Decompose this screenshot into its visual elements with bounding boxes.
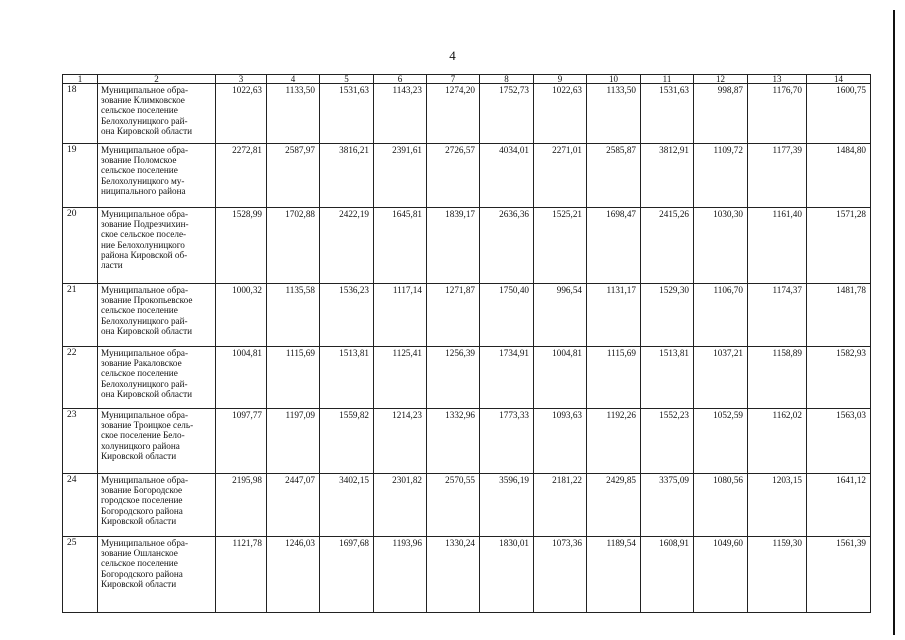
value-cell: 1115,69 <box>267 347 320 409</box>
column-number-header: 5 <box>320 75 374 84</box>
table-row <box>63 409 871 474</box>
value-cell: 1097,77 <box>216 409 267 474</box>
municipality-name-cell: Муниципальное обра- зование Богородское городское поселение Богородского района Кировской области <box>98 474 216 537</box>
value-cell: 1702,88 <box>267 208 320 284</box>
row-number-cell: 18 <box>63 84 98 144</box>
value-cell: 1004,81 <box>534 347 587 409</box>
value-cell: 2429,85 <box>587 474 641 537</box>
value-cell: 996,54 <box>534 284 587 347</box>
value-cell: 1115,69 <box>587 347 641 409</box>
value-cell: 1525,21 <box>534 208 587 284</box>
value-cell: 1830,01 <box>480 537 534 613</box>
value-cell: 998,87 <box>694 84 748 144</box>
value-cell: 2587,97 <box>267 144 320 208</box>
value-cell: 1193,96 <box>374 537 427 613</box>
row-number-cell: 20 <box>63 208 98 284</box>
municipality-name-cell: Муниципальное обра- зование Троицкое сель- ское поселение Бело- холуницкого района Кировской области <box>98 409 216 474</box>
municipality-name-cell: Муниципальное обра- зование Ошланское сельское поселение Богородского района Кировской области <box>98 537 216 613</box>
table-row <box>63 144 871 208</box>
value-cell: 3812,91 <box>641 144 694 208</box>
municipality-name-cell: Муниципальное обра- зование Прокопьевское сельское поселение Белохолуницкого рай- она Кировской области <box>98 284 216 347</box>
value-cell: 1161,40 <box>748 208 807 284</box>
value-cell: 2570,55 <box>427 474 480 537</box>
value-cell: 1773,33 <box>480 409 534 474</box>
column-number-header: 2 <box>98 75 216 84</box>
column-number-header: 7 <box>427 75 480 84</box>
column-number-header: 11 <box>641 75 694 84</box>
value-cell: 1484,80 <box>807 144 871 208</box>
value-cell: 1133,50 <box>587 84 641 144</box>
column-number-header: 1 <box>63 75 98 84</box>
value-cell: 2271,01 <box>534 144 587 208</box>
value-cell: 1073,36 <box>534 537 587 613</box>
value-cell: 1552,23 <box>641 409 694 474</box>
value-cell: 1022,63 <box>216 84 267 144</box>
value-cell: 1256,39 <box>427 347 480 409</box>
column-number-header: 3 <box>216 75 267 84</box>
page-edge-rule <box>893 10 895 635</box>
value-cell: 2726,57 <box>427 144 480 208</box>
column-number-header: 10 <box>587 75 641 84</box>
value-cell: 1330,24 <box>427 537 480 613</box>
value-cell: 1698,47 <box>587 208 641 284</box>
value-cell: 4034,01 <box>480 144 534 208</box>
value-cell: 2585,87 <box>587 144 641 208</box>
column-number-header: 8 <box>480 75 534 84</box>
value-cell: 1049,60 <box>694 537 748 613</box>
value-cell: 1531,63 <box>320 84 374 144</box>
value-cell: 1752,73 <box>480 84 534 144</box>
table-row <box>63 284 871 347</box>
value-cell: 1559,82 <box>320 409 374 474</box>
value-cell: 1246,03 <box>267 537 320 613</box>
value-cell: 2636,36 <box>480 208 534 284</box>
value-cell: 1159,30 <box>748 537 807 613</box>
value-cell: 1274,20 <box>427 84 480 144</box>
value-cell: 1022,63 <box>534 84 587 144</box>
value-cell: 1106,70 <box>694 284 748 347</box>
value-cell: 1162,02 <box>748 409 807 474</box>
tariff-table <box>62 74 871 613</box>
value-cell: 1645,81 <box>374 208 427 284</box>
value-cell: 1197,09 <box>267 409 320 474</box>
value-cell: 1750,40 <box>480 284 534 347</box>
value-cell: 1563,03 <box>807 409 871 474</box>
row-number-cell: 23 <box>63 409 98 474</box>
table-row <box>63 474 871 537</box>
table-row <box>63 208 871 284</box>
value-cell: 1052,59 <box>694 409 748 474</box>
municipality-name-cell: Муниципальное обра- зование Ракаловское сельское поселение Белохолуницкого рай- она Кировской области <box>98 347 216 409</box>
column-number-header: 12 <box>694 75 748 84</box>
value-cell: 1734,91 <box>480 347 534 409</box>
value-cell: 1203,15 <box>748 474 807 537</box>
value-cell: 1528,99 <box>216 208 267 284</box>
table-row <box>63 347 871 409</box>
value-cell: 1004,81 <box>216 347 267 409</box>
table-row <box>63 84 871 144</box>
value-cell: 1177,39 <box>748 144 807 208</box>
value-cell: 1536,23 <box>320 284 374 347</box>
value-cell: 1109,72 <box>694 144 748 208</box>
municipality-name-cell: Муниципальное обра- зование Климковское сельское поселение Белохолуницкого рай- она Кировской области <box>98 84 216 144</box>
column-number-header: 6 <box>374 75 427 84</box>
table-row <box>63 537 871 613</box>
value-cell: 1531,63 <box>641 84 694 144</box>
value-cell: 1529,30 <box>641 284 694 347</box>
column-number-header: 9 <box>534 75 587 84</box>
value-cell: 1135,58 <box>267 284 320 347</box>
value-cell: 1513,81 <box>641 347 694 409</box>
value-cell: 1117,14 <box>374 284 427 347</box>
value-cell: 1080,56 <box>694 474 748 537</box>
value-cell: 1192,26 <box>587 409 641 474</box>
table-body <box>63 75 871 613</box>
value-cell: 1176,70 <box>748 84 807 144</box>
municipality-name-cell: Муниципальное обра- зование Поломское сельское поселение Белохолуницкого му- ниципального района <box>98 144 216 208</box>
value-cell: 1158,89 <box>748 347 807 409</box>
value-cell: 1000,32 <box>216 284 267 347</box>
value-cell: 1189,54 <box>587 537 641 613</box>
header-row <box>63 75 871 84</box>
value-cell: 3375,09 <box>641 474 694 537</box>
value-cell: 1513,81 <box>320 347 374 409</box>
row-number-cell: 22 <box>63 347 98 409</box>
value-cell: 1214,23 <box>374 409 427 474</box>
value-cell: 1481,78 <box>807 284 871 347</box>
value-cell: 1332,96 <box>427 409 480 474</box>
value-cell: 1143,23 <box>374 84 427 144</box>
value-cell: 1697,68 <box>320 537 374 613</box>
value-cell: 2181,22 <box>534 474 587 537</box>
row-number-cell: 21 <box>63 284 98 347</box>
value-cell: 1174,37 <box>748 284 807 347</box>
municipality-name-cell: Муниципальное обра- зование Подрезчихин- ское сельское поселе- ние Белохолуницкого района Кировской об- ласти <box>98 208 216 284</box>
value-cell: 3816,21 <box>320 144 374 208</box>
value-cell: 1030,30 <box>694 208 748 284</box>
value-cell: 2272,81 <box>216 144 267 208</box>
column-number-header: 13 <box>748 75 807 84</box>
value-cell: 3596,19 <box>480 474 534 537</box>
value-cell: 1641,12 <box>807 474 871 537</box>
value-cell: 1561,39 <box>807 537 871 613</box>
row-number-cell: 19 <box>63 144 98 208</box>
column-number-header: 4 <box>267 75 320 84</box>
value-cell: 1608,91 <box>641 537 694 613</box>
value-cell: 1839,17 <box>427 208 480 284</box>
page-number: 4 <box>449 48 456 63</box>
value-cell: 2415,26 <box>641 208 694 284</box>
value-cell: 1133,50 <box>267 84 320 144</box>
value-cell: 1271,87 <box>427 284 480 347</box>
value-cell: 2195,98 <box>216 474 267 537</box>
value-cell: 1571,28 <box>807 208 871 284</box>
value-cell: 2447,07 <box>267 474 320 537</box>
value-cell: 1131,17 <box>587 284 641 347</box>
value-cell: 2422,19 <box>320 208 374 284</box>
value-cell: 1093,63 <box>534 409 587 474</box>
row-number-cell: 24 <box>63 474 98 537</box>
value-cell: 1582,93 <box>807 347 871 409</box>
column-number-header: 14 <box>807 75 871 84</box>
value-cell: 3402,15 <box>320 474 374 537</box>
value-cell: 2391,61 <box>374 144 427 208</box>
value-cell: 1600,75 <box>807 84 871 144</box>
value-cell: 1037,21 <box>694 347 748 409</box>
value-cell: 1121,78 <box>216 537 267 613</box>
row-number-cell: 25 <box>63 537 98 613</box>
value-cell: 2301,82 <box>374 474 427 537</box>
value-cell: 1125,41 <box>374 347 427 409</box>
